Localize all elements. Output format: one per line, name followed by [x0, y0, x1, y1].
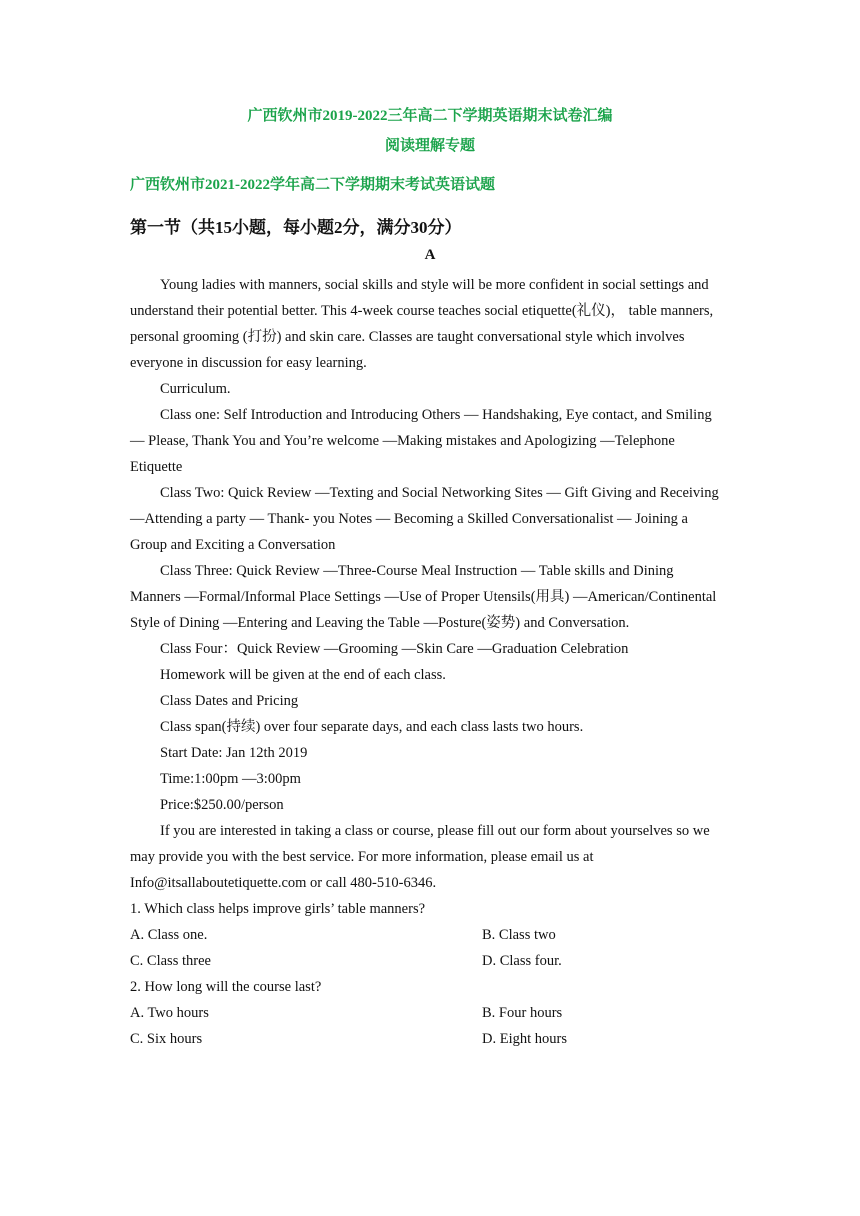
- class-one-paragraph: Class one: Self Introduction and Introducing Others — Handshaking, Eye contact, and Smiling — Please, Thank You and You’re welcome —Making mistakes and Apologizing —Telephone Etiquette: [130, 407, 712, 475]
- contact-paragraph: If you are interested in taking a class or course, please fill out our form about yourselves so we may provide you with the best service. For more information, please email us at Info@itsallaboutetiquette.com or call 480-510-6346.: [130, 823, 710, 891]
- passage-body: [130, 272, 722, 1052]
- homework-line: Homework will be given at the end of each class.: [160, 667, 446, 683]
- question-1-option-d: D. Class four.: [482, 953, 562, 969]
- question-2-option-c: C. Six hours: [130, 1031, 203, 1047]
- time-line: Time:1:00pm —3:00pm: [160, 771, 301, 787]
- class-two-paragraph: Class Two: Quick Review —Texting and Social Networking Sites — Gift Giving and Receiving —Attending a party — Thank- you Notes — Becoming a Skilled Conversationalist — Joining a Group and Exciting a Conversation: [130, 485, 719, 553]
- passage-label: A: [424, 247, 436, 263]
- start-date-line: Start Date: Jan 12th 2019: [160, 745, 308, 761]
- topic-title: 阅读理解专题: [384, 138, 475, 154]
- class-four-paragraph: Class Four：Quick Review —Grooming —Skin Care —Graduation Celebration: [160, 641, 629, 657]
- class-span-line: Class span(持续) over four separate days, and each class lasts two hours.: [160, 719, 584, 735]
- question-2-options-row-2: [130, 1026, 722, 1052]
- section-heading: 第一节（共15小题，每小题2分，满分30分）: [130, 218, 462, 237]
- question-2-option-a: A. Two hours: [130, 1005, 209, 1021]
- question-1-option-c: C. Class three: [130, 953, 211, 969]
- question-1-option-a: A. Class one.: [130, 927, 208, 943]
- question-2-options-row-1: [130, 1000, 722, 1026]
- intro-paragraph: Young ladies with manners, social skills and style will be more confident in social settings and understand their potential better. This 4-week course teaches social etiquette(礼仪)， table manners, personal grooming (打扮) and skin care. Classes are taught conversational style which involves everyone in discussion for easy learning.: [130, 277, 714, 371]
- question-1-options-row-2: [130, 948, 722, 974]
- curriculum-heading: Curriculum.: [160, 381, 231, 397]
- question-2-option-b: B. Four hours: [482, 1005, 563, 1021]
- question-2-stem: 2. How long will the course last?: [130, 979, 322, 995]
- class-three-paragraph: Class Three: Quick Review —Three-Course Meal Instruction — Table skills and Dining Manners —Formal/Informal Place Settings —Use of Proper Utensils(用具) —American/Continental Style of Dining —Entering and Leaving the Table —Posture(姿势) and Conversation.: [130, 563, 717, 631]
- question-1-option-b: B. Class two: [482, 927, 556, 943]
- price-line: Price:$250.00/person: [160, 797, 284, 813]
- question-1-stem: 1. Which class helps improve girls’ table manners?: [130, 901, 426, 917]
- exam-source-title: 广西钦州市2021-2022学年高二下学期期末考试英语试题: [130, 177, 495, 193]
- question-2-option-d: D. Eight hours: [482, 1031, 567, 1047]
- question-1-options-row-1: [130, 922, 722, 948]
- dates-pricing-heading: Class Dates and Pricing: [160, 693, 299, 709]
- collection-title: 广西钦州市2019-2022三年高二下学期英语期末试卷汇编: [247, 108, 613, 124]
